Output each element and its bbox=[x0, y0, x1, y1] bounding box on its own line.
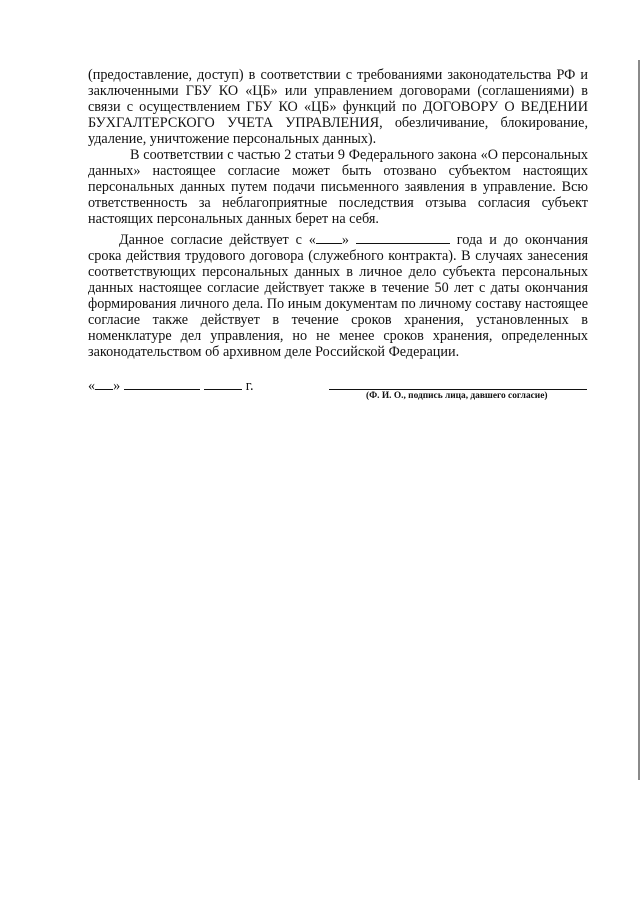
signature-date bbox=[88, 377, 254, 394]
text-line: данных» настоящее согласие может быть отозвано субъектом настоящих bbox=[88, 163, 588, 179]
text-line: соответствующих персональных данных в личное дело субъекта персональных bbox=[88, 264, 588, 280]
text-line: персональных данных путем подачи письменного заявления в управление. Всю bbox=[88, 179, 588, 195]
date-close-quote: » bbox=[113, 378, 121, 394]
day-blank[interactable] bbox=[316, 231, 342, 244]
text-line: законодательством об архивном деле Российской Федерации. bbox=[88, 344, 460, 360]
date-year-blank[interactable] bbox=[204, 377, 242, 390]
text-line: согласие также действует в течение сроков хранения, установленных в bbox=[88, 312, 588, 328]
text-line: формирования личного дела. По иным документам по личному составу настоящее bbox=[88, 296, 588, 312]
text-line: ответственность за неблагоприятные последствия отзыва согласия субъект bbox=[88, 195, 588, 211]
text-line: БУХГАЛТЕРСКОГО УЧЕТА УПРАВЛЕНИЯ, обезличивание, блокирование, bbox=[88, 115, 588, 131]
date-month-blank[interactable] bbox=[124, 377, 200, 390]
text-line: (предоставление, доступ) в соответствии с требованиями законодательства РФ и bbox=[88, 67, 588, 83]
text-line: удаление, уничтожение персональных данных). bbox=[88, 131, 377, 147]
text-line: В соответствии с частью 2 статьи 9 Федерального закона «О персональных bbox=[130, 147, 588, 163]
text-line: настоящих персональных данных берет на себя. bbox=[88, 211, 379, 227]
validity-text-end: года и до окончания bbox=[456, 232, 589, 248]
text-line: связи с осуществлением ГБУ КО «ЦБ» функций по ДОГОВОРУ О ВЕДЕНИИ bbox=[88, 99, 588, 115]
text-line: срока действия трудового договора (служебного контракта). В случаях занесения bbox=[88, 248, 588, 264]
signature-caption: (Ф. И. О., подпись лица, давшего согласие) bbox=[366, 391, 548, 401]
validity-line bbox=[119, 231, 588, 247]
text-line: заключенными ГБУ КО «ЦБ» или управлением договорами (соглашениями) в bbox=[88, 83, 588, 99]
signature-line[interactable] bbox=[329, 389, 587, 390]
date-open-quote: « bbox=[88, 378, 96, 394]
year-suffix: г. bbox=[245, 378, 254, 394]
validity-close-quote: » bbox=[341, 232, 349, 248]
validity-text-start: Данное согласие действует с « bbox=[119, 232, 316, 248]
text-line: данных настоящее согласие действует также в течение 50 лет с даты окончания bbox=[88, 280, 588, 296]
text-line: номенклатуре дел управления, но не менее сроков хранения, определенных bbox=[88, 328, 588, 344]
month-blank[interactable] bbox=[356, 231, 450, 244]
date-day-blank[interactable] bbox=[95, 377, 113, 390]
